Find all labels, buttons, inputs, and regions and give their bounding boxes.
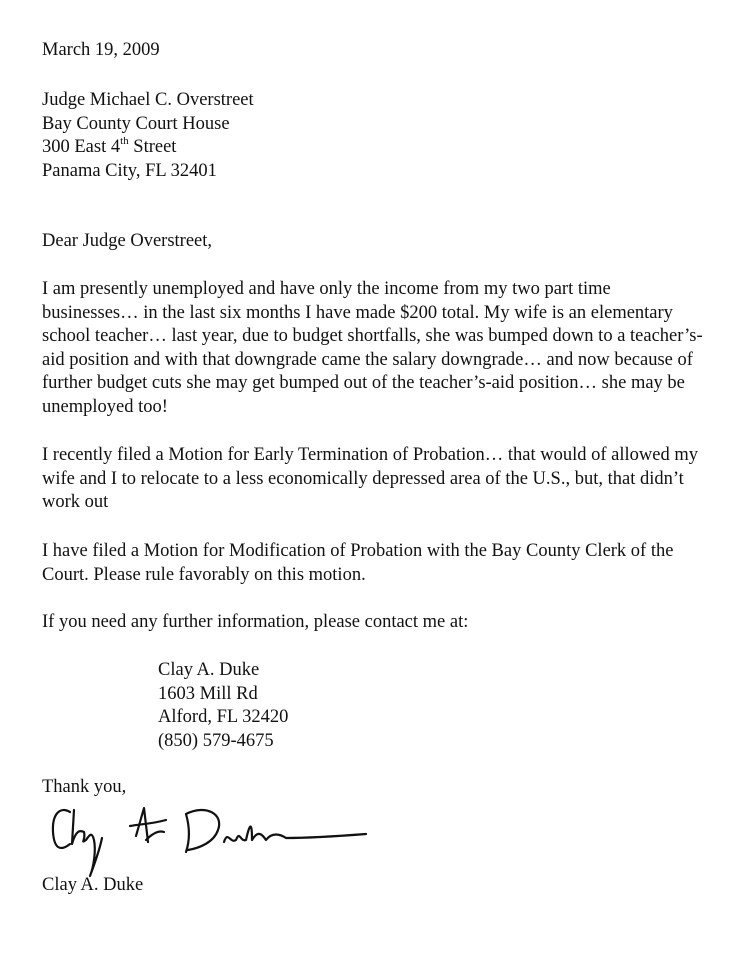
letter-date: March 19, 2009 — [42, 40, 160, 60]
closing: Thank you, — [42, 777, 127, 797]
paragraph-line: work out — [42, 492, 109, 512]
signed-name: Clay A. Duke — [42, 875, 144, 895]
paragraph-line: aid position and with that downgrade came the salary downgrade… and now because of — [42, 349, 693, 370]
paragraph-line: businesses… in the last six months I have made $200 total. My wife is an elementary — [42, 302, 673, 323]
paragraph-contact-request: If you need any further information, please contact me at: — [42, 612, 469, 632]
paragraph-line: further budget cuts she may get bumped out of the teacher’s-aid position… she may be — [42, 373, 685, 393]
handwritten-signature — [40, 800, 370, 880]
paragraph-early-termination — [42, 444, 698, 515]
paragraph-income — [42, 278, 703, 419]
paragraph-line: wife and I to relocate to a less economically depressed area of the U.S., but, that didn’t — [42, 468, 684, 489]
paragraph-line: Court. Please rule favorably on this motion. — [42, 564, 366, 585]
paragraph-line: I have filed a Motion for Modification of Probation with the Bay County Clerk of the — [42, 541, 674, 561]
salutation: Dear Judge Overstreet, — [42, 231, 213, 251]
recipient-name: Judge Michael C. Overstreet — [42, 90, 254, 110]
contact-phone: (850) 579-4675 — [158, 730, 274, 751]
recipient-office: Bay County Court House — [42, 113, 230, 134]
recipient-city: Panama City, FL 32401 — [42, 160, 217, 181]
paragraph-line: school teacher… last year, due to budget shortfalls, she was bumped down to a teacher’s- — [42, 326, 703, 346]
recipient-street: 300 East 4th Street — [42, 134, 177, 157]
paragraph-line: I am presently unemployed and have only the income from my two part time — [42, 279, 611, 299]
contact-city: Alford, FL 32420 — [158, 707, 289, 727]
paragraph-modification — [42, 540, 673, 587]
paragraph-line: I recently filed a Motion for Early Termination of Probation… that would of allowed my — [42, 445, 698, 465]
contact-name: Clay A. Duke — [158, 660, 260, 680]
contact-street: 1603 Mill Rd — [158, 683, 258, 704]
paragraph-line: unemployed too! — [42, 396, 168, 417]
recipient-address — [42, 89, 254, 183]
contact-block — [158, 659, 288, 753]
